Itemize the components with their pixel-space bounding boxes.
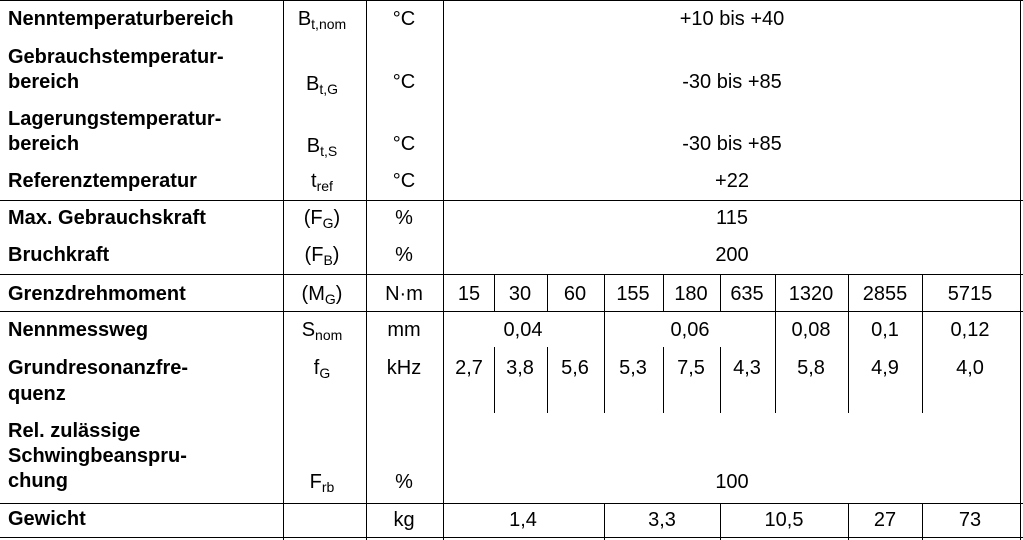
- cell-value: 27: [873, 509, 897, 531]
- cell-value: 0,04: [503, 319, 543, 341]
- rule-bottom: [0, 537, 1023, 538]
- row-unit: kHz: [386, 357, 422, 379]
- cell-value: 5715: [947, 283, 993, 305]
- cell-value: 0,1: [871, 319, 899, 341]
- row-symbol: $B_{t,G}$: [305, 73, 339, 97]
- rule-freq-div: [848, 347, 849, 413]
- cell-value: 0,06: [670, 319, 710, 341]
- rule-weight-div: [922, 503, 923, 540]
- cell-value: 60: [563, 283, 587, 305]
- cell-value: 2855: [862, 283, 908, 305]
- row-label: Lagerungstemperatur-: [8, 108, 222, 130]
- row-label: Grenzdrehmoment: [8, 283, 186, 305]
- rule-torque-div: [663, 274, 664, 311]
- rule-stroke-div: [604, 311, 605, 347]
- rule-freq-div: [663, 347, 664, 413]
- row-symbol: $F_{rb}$: [309, 471, 335, 495]
- rule-stroke-div: [922, 311, 923, 347]
- rule-stroke-div: [775, 311, 776, 347]
- rule-freq-div: [494, 347, 495, 413]
- row-unit: %: [395, 471, 413, 493]
- rule-right: [1020, 0, 1021, 540]
- cell-value: 3,8: [506, 357, 534, 379]
- rule-weight-div: [848, 503, 849, 540]
- cell-value: 1,4: [509, 509, 537, 531]
- cell-value: 155: [616, 283, 650, 305]
- row-symbol: $B_{t,nom}$: [297, 8, 347, 32]
- cell-value: 5,8: [797, 357, 825, 379]
- rule-col-symbol: [366, 0, 367, 540]
- rule-torque-div: [547, 274, 548, 311]
- cell-value: 73: [958, 509, 982, 531]
- rule-freq-div: [775, 347, 776, 413]
- row-unit: °C: [392, 71, 416, 93]
- row-symbol: $f_G$: [313, 357, 331, 381]
- row-unit: °C: [392, 170, 416, 192]
- row-label: Rel. zulässige: [8, 420, 141, 442]
- row-symbol: $t_{ref}$: [311, 170, 333, 194]
- cell-value: 1320: [788, 283, 834, 305]
- row-unit: mm: [387, 319, 421, 341]
- cell-value: 2,7: [455, 357, 483, 379]
- row-symbol: $(F_B)$: [304, 244, 340, 268]
- row-unit: N·m: [385, 283, 423, 305]
- cell-value: 635: [730, 283, 764, 305]
- rule-torque-div: [775, 274, 776, 311]
- row-unit: °C: [392, 133, 416, 155]
- cell-value: 4,9: [871, 357, 899, 379]
- row-label: Bruchkraft: [8, 244, 110, 266]
- rule-torque-row: [0, 311, 1023, 312]
- rule-torque-div: [848, 274, 849, 311]
- rule-freq-div: [604, 347, 605, 413]
- row-label: Gebrauchstemperatur-: [8, 46, 224, 68]
- rule-col-label: [283, 0, 284, 540]
- rule-torque-div: [720, 274, 721, 311]
- row-label: Schwingbeanspru-: [8, 445, 187, 467]
- cell-value: 4,3: [733, 357, 761, 379]
- rule-torque-div: [494, 274, 495, 311]
- row-label: Max. Gebrauchskraft: [8, 207, 206, 229]
- cell-value: 3,3: [648, 509, 676, 531]
- rule-temp-block: [0, 200, 1023, 201]
- cell-value: 30: [508, 283, 532, 305]
- cell-value: 5,3: [619, 357, 647, 379]
- rule-weight-div: [604, 503, 605, 540]
- rule-freq-div: [720, 347, 721, 413]
- row-value: -30 bis +85: [682, 133, 782, 155]
- rule-freq-div: [922, 347, 923, 413]
- row-label: Grundresonanzfre-: [8, 357, 189, 379]
- rule-torque-div: [604, 274, 605, 311]
- row-label: quenz: [8, 383, 66, 405]
- row-label: bereich: [8, 71, 80, 93]
- rule-weight-div: [720, 503, 721, 540]
- row-value: +10 bis +40: [679, 8, 785, 30]
- row-value: 115: [716, 207, 748, 229]
- row-value: 200: [715, 244, 749, 266]
- row-label: Nenntemperaturbereich: [8, 8, 234, 30]
- row-value: 100: [715, 471, 749, 493]
- rule-schwing-block: [0, 503, 1023, 504]
- row-symbol: $(M_G)$: [301, 283, 343, 307]
- rule-stroke-div: [848, 311, 849, 347]
- rule-torque-div: [922, 274, 923, 311]
- cell-value: 5,6: [561, 357, 589, 379]
- row-symbol: $(F_G)$: [303, 207, 341, 231]
- rule-freq-div: [547, 347, 548, 413]
- row-label: Referenztemperatur: [8, 170, 197, 192]
- cell-value: 180: [674, 283, 708, 305]
- row-unit: kg: [393, 509, 415, 531]
- row-symbol: $S_{nom}$: [301, 319, 343, 343]
- cell-value: 7,5: [677, 357, 705, 379]
- rule-top: [0, 0, 1023, 1]
- row-value: -30 bis +85: [682, 71, 782, 93]
- row-unit: °C: [392, 8, 416, 30]
- row-label: bereich: [8, 133, 80, 155]
- row-value: +22: [715, 170, 749, 192]
- rule-col-unit: [443, 0, 444, 540]
- cell-value: 15: [457, 283, 481, 305]
- row-label: Nennmessweg: [8, 319, 149, 341]
- rule-force-block: [0, 274, 1023, 275]
- row-unit: %: [395, 207, 413, 229]
- row-symbol: $B_{t,S}$: [306, 135, 338, 159]
- row-label: Gewicht: [8, 508, 86, 530]
- cell-value: 0,12: [950, 319, 990, 341]
- cell-value: 0,08: [791, 319, 831, 341]
- cell-value: 4,0: [956, 357, 984, 379]
- cell-value: 10,5: [764, 509, 804, 531]
- row-label: chung: [8, 470, 68, 492]
- row-unit: %: [395, 244, 413, 266]
